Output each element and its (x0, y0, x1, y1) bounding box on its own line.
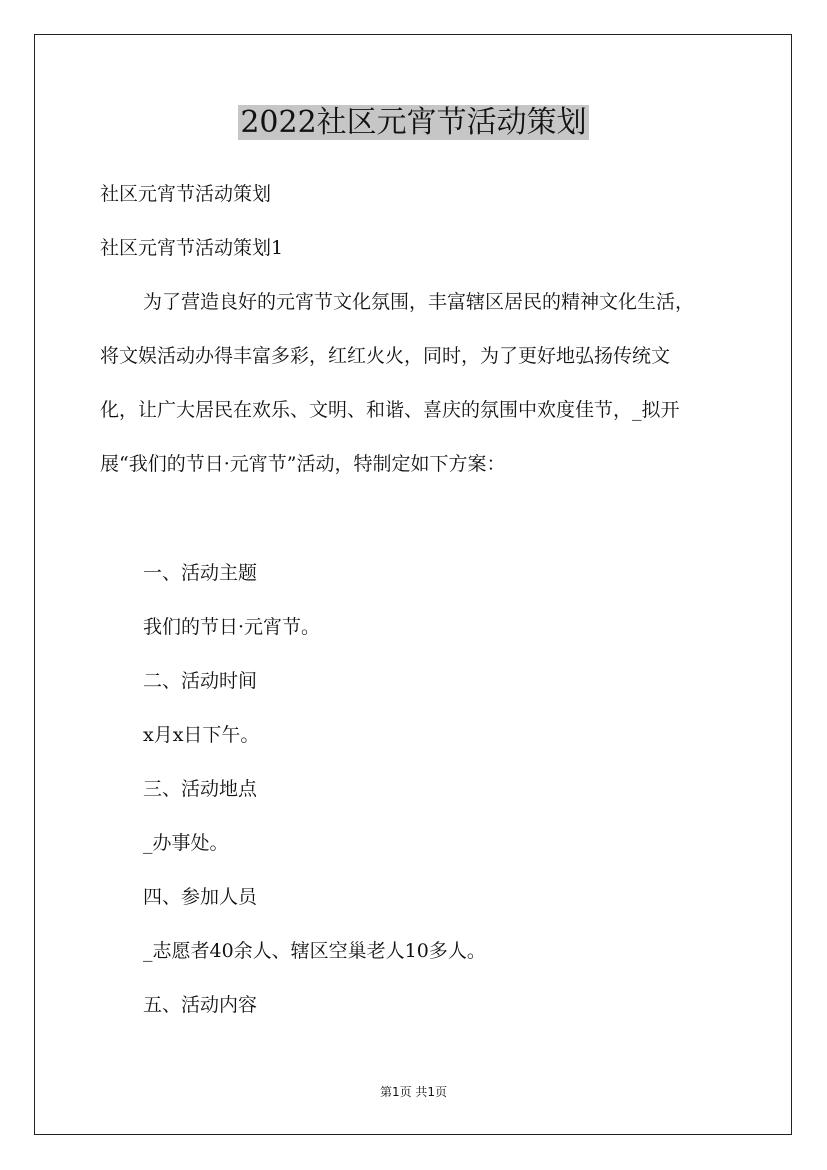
intro-line-4: 展“我们的节日·元宵节”活动，特制定如下方案： (100, 453, 506, 475)
section-3-body: _办事处。 (143, 832, 229, 854)
intro-line-1: 为了营造良好的元宵节文化氛围，丰富辖区居民的精神文化生活， (143, 291, 695, 313)
section-4-body: _志愿者40余人、辖区空巢老人10多人。 (143, 940, 486, 962)
section-heading: 社区元宵节活动策划1 (100, 237, 284, 259)
section-4-heading: 四、参加人员 (143, 886, 258, 908)
section-5-heading: 五、活动内容 (143, 994, 258, 1016)
document-subtitle: 社区元宵节活动策划 (100, 183, 272, 205)
document-title-text: 2022社区元宵节活动策划 (240, 105, 587, 140)
section-2-body: x月x日下午。 (143, 724, 260, 746)
section-1-body: 我们的节日·元宵节。 (143, 616, 321, 638)
section-1-heading: 一、活动主题 (143, 562, 258, 584)
page-footer: 第1页 共1页 (379, 1085, 448, 1099)
intro-line-3: 化，让广大居民在欢乐、文明、和谐、喜庆的氛围中欢度佳节，_拟开 (100, 399, 680, 421)
document-title (0, 101, 827, 145)
section-2-heading: 二、活动时间 (143, 670, 258, 692)
section-3-heading: 三、活动地点 (143, 778, 258, 800)
intro-line-2: 将文娱活动办得丰富多彩，红红火火，同时，为了更好地弘扬传统文 (100, 345, 671, 367)
